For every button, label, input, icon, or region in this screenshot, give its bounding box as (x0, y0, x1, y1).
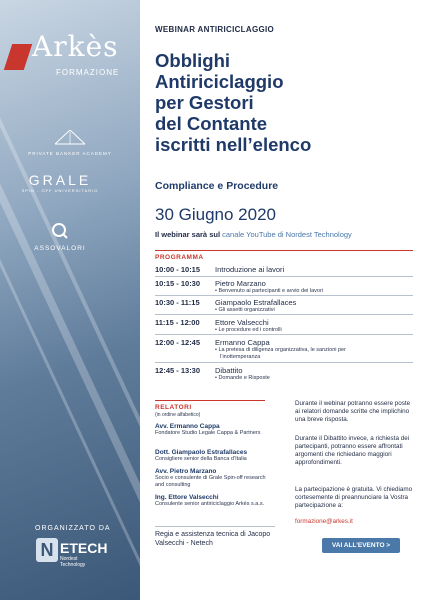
subtitle: Compliance e Procedure (155, 180, 279, 192)
netech-logo: N ETECH Nordest Technology (36, 538, 96, 564)
info-paragraph: Durante il webinar potranno essere poste ai relatori domande scritte che implichino una breve risposta. (295, 400, 411, 423)
speaker-item: Avv. Pietro Marzano Socio e consulente di Grale Spin-off research and consulting (155, 468, 266, 488)
relatori-heading: RELATORI (155, 404, 192, 411)
speaker-item: Avv. Ermanno Cappa Fondatore Studio Legale Cappa & Partners (155, 423, 261, 436)
assovalori-logo: ASSOVALORI (20, 222, 100, 252)
speaker-item: Dott. Giampaolo Estrafallaces Consigliere senior della Banca d’Italia (155, 449, 248, 462)
grale-logo: GRALE SPIN - OFF UNIVERSITARIO (21, 172, 99, 193)
webinar-tag: WEBINAR ANTIRICICLAGGIO (155, 25, 275, 34)
vai-evento-button[interactable]: VAI ALL’EVENTO > (322, 538, 400, 553)
event-date: 30 Giugno 2020 (155, 205, 276, 224)
sidebar-panel: Arkès FORMAZIONE PRIVATE BANKER ACADEMY GRALE SPIN - OFF UNIVERSITARIO ASSOVALORI ORGANIZZATO DA N ETECH Nordest Technology (0, 0, 140, 600)
programma-heading: PROGRAMMA (155, 254, 204, 261)
organizzato-da-label: ORGANIZZATO DA (35, 525, 111, 532)
page-title: Obblighi Antiriciclaggio per Gestori del Contante iscritti nell’elenco (155, 50, 312, 155)
info-paragraph: La partecipazione è gratuita. Vi chiediamo cortesemente di preannunciare la Vostra partecipazione a: (295, 486, 413, 509)
regia-credit: Regia e assistenza tecnica di Jacopo Valsecchi - Netech (155, 531, 271, 547)
relatori-note: (in ordine alfabetico) (155, 412, 201, 418)
info-paragraph: Durante il Dibattito invece, a richiesta dei partecipanti, potranno essere affrontati argomenti che richiedano maggiori approfondimenti. (295, 435, 410, 466)
contact-email[interactable]: formazione@arkes.it (295, 518, 353, 525)
speaker-item: Ing. Ettore Valsecchi Consulente senior antiriciclaggio Arkès s.a.s. (155, 494, 265, 507)
private-banker-academy-logo: PRIVATE BANKER ACADEMY (20, 130, 120, 156)
webinar-location: Il webinar sarà sul canale YouTube di Nordest Technology (155, 230, 352, 239)
youtube-channel-link[interactable]: canale YouTube di Nordest Technology (222, 230, 352, 239)
